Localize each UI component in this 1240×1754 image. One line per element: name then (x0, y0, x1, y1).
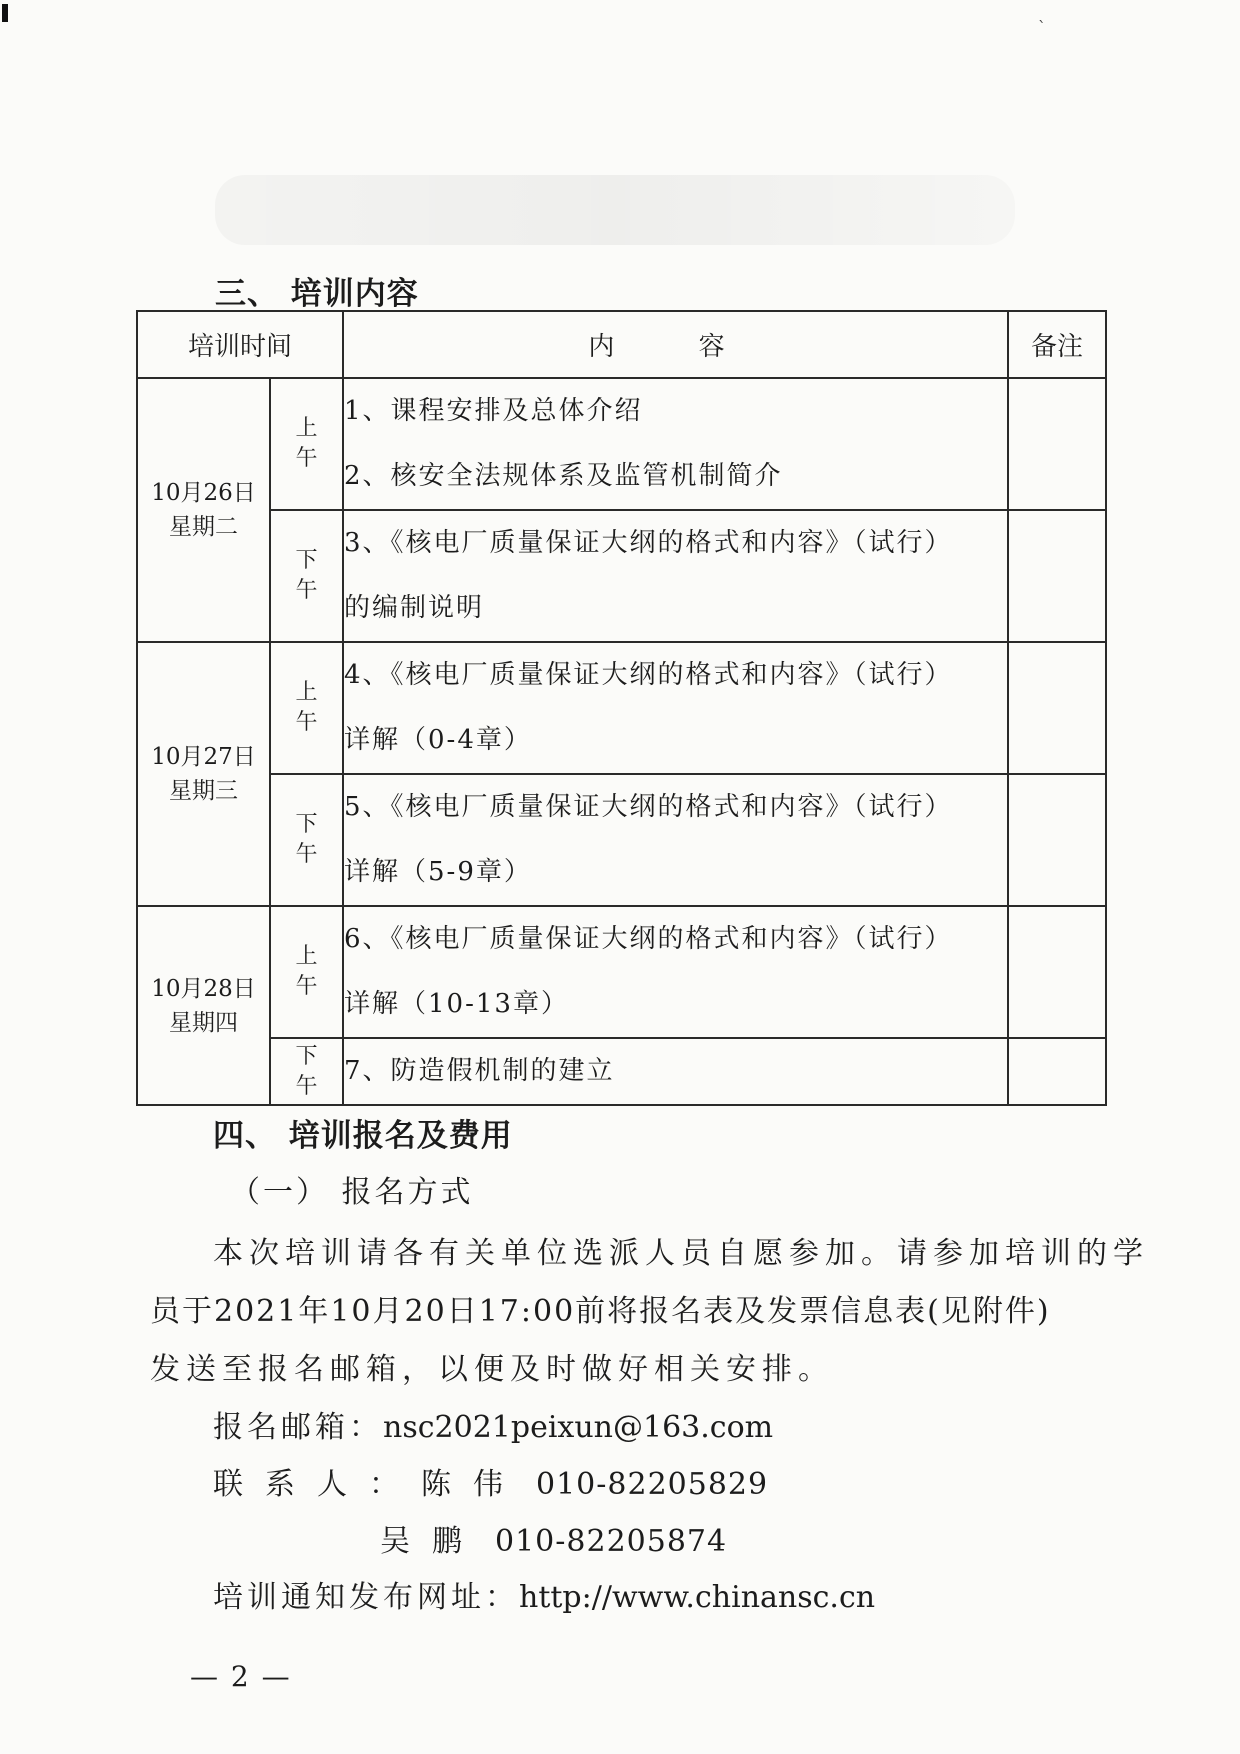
website-row (213, 1572, 875, 1616)
content-cell (343, 774, 1008, 906)
content-line: 2、核安全法规体系及监管机制简介 (344, 461, 783, 491)
email-label: 报名邮箱： (213, 1410, 383, 1445)
remarks-cell (1008, 774, 1106, 906)
content-cell (343, 1038, 1008, 1105)
table-row (137, 774, 1106, 906)
table-header-row (137, 311, 1106, 378)
content-line: 5、《核电厂质量保证大纲的格式和内容》（试行） (344, 792, 953, 822)
half-label: 上午 (295, 944, 318, 999)
section-4-heading: 四、 培训报名及费用 (213, 1118, 513, 1154)
day-weekday: 星期三 (169, 778, 238, 804)
contact-row (380, 1516, 727, 1560)
email-row (213, 1402, 773, 1446)
content-line: 详解（0-4章） (344, 725, 532, 755)
half-cell (270, 774, 343, 906)
day-date: 10月27日 (151, 744, 256, 770)
day-date: 10月28日 (151, 975, 256, 1002)
day-date: 10月26日 (151, 480, 256, 506)
training-schedule-table (136, 310, 1107, 1106)
half-cell (270, 510, 343, 642)
day-cell-2 (137, 642, 270, 906)
table-row (137, 1038, 1106, 1105)
table-row (137, 510, 1106, 642)
content-line: 6、《核电厂质量保证大纲的格式和内容》（试行） (344, 924, 953, 954)
content-cell (343, 906, 1008, 1038)
content-line: 1、课程安排及总体介绍 (344, 396, 643, 426)
paragraph-line: 本次培训请各有关单位选派人员自愿参加。请参加培训的学 (213, 1236, 1149, 1271)
website-url[interactable]: http://www.chinansc.cn (519, 1580, 876, 1615)
contact-row (213, 1459, 768, 1503)
day-weekday: 星期四 (169, 1009, 238, 1036)
table-row (137, 906, 1106, 1038)
contact-phone: 010-82205874 (495, 1524, 728, 1559)
header-remarks: 备注 (1008, 311, 1106, 378)
remarks-cell (1008, 642, 1106, 774)
half-label: 下午 (295, 812, 318, 867)
email-address[interactable]: nsc2021peixun@163.com (383, 1410, 774, 1445)
header-training-time: 培训时间 (137, 311, 343, 378)
half-label: 上午 (295, 680, 318, 735)
scan-tick-mark: ˋ (1038, 18, 1046, 37)
content-cell (343, 642, 1008, 774)
remarks-cell (1008, 906, 1106, 1038)
half-cell (270, 378, 343, 510)
content-line: 7、防造假机制的建立 (344, 1056, 615, 1086)
paragraph-line: 员于2021年10月20日17:00前将报名表及发票信息表(见附件) (150, 1294, 1051, 1329)
table-row (137, 642, 1106, 774)
remarks-cell (1008, 510, 1106, 642)
content-line: 4、《核电厂质量保证大纲的格式和内容》（试行） (344, 660, 953, 690)
content-line: 详解（5-9章） (344, 857, 532, 887)
page-number: — 2 — (190, 1660, 292, 1693)
content-cell (343, 510, 1008, 642)
content-line: 的编制说明 (344, 593, 485, 623)
half-cell (270, 906, 343, 1038)
day-cell-3 (137, 906, 270, 1105)
contact-phone: 010-82205829 (536, 1467, 769, 1502)
day-weekday: 星期二 (169, 514, 238, 540)
header-content: 内 容 (343, 311, 1008, 378)
table-row (137, 378, 1106, 510)
content-cell (343, 378, 1008, 510)
content-line: 3、《核电厂质量保证大纲的格式和内容》（试行） (344, 528, 953, 558)
scan-corner-mark (2, 4, 8, 22)
half-label: 下午 (295, 548, 318, 603)
content-line: 详解（10-13章） (344, 989, 569, 1019)
bleed-through-shadow (215, 175, 1015, 245)
remarks-cell (1008, 1038, 1106, 1105)
contact-label: 联系人： (213, 1467, 421, 1502)
website-label: 培训通知发布网址： (213, 1580, 519, 1615)
half-label: 上午 (295, 416, 318, 471)
half-cell (270, 1038, 343, 1105)
contact-name: 吴鹏 (380, 1524, 484, 1559)
subheading-registration-method: （一） 报名方式 (230, 1175, 474, 1210)
day-cell-1 (137, 378, 270, 642)
half-cell (270, 642, 343, 774)
section-3-heading: 三、 培训内容 (215, 276, 419, 312)
remarks-cell (1008, 378, 1106, 510)
paragraph-line: 发送至报名邮箱，以便及时做好相关安排。 (150, 1352, 834, 1387)
contact-name: 陈伟 (421, 1467, 525, 1502)
half-label: 下午 (295, 1043, 318, 1099)
